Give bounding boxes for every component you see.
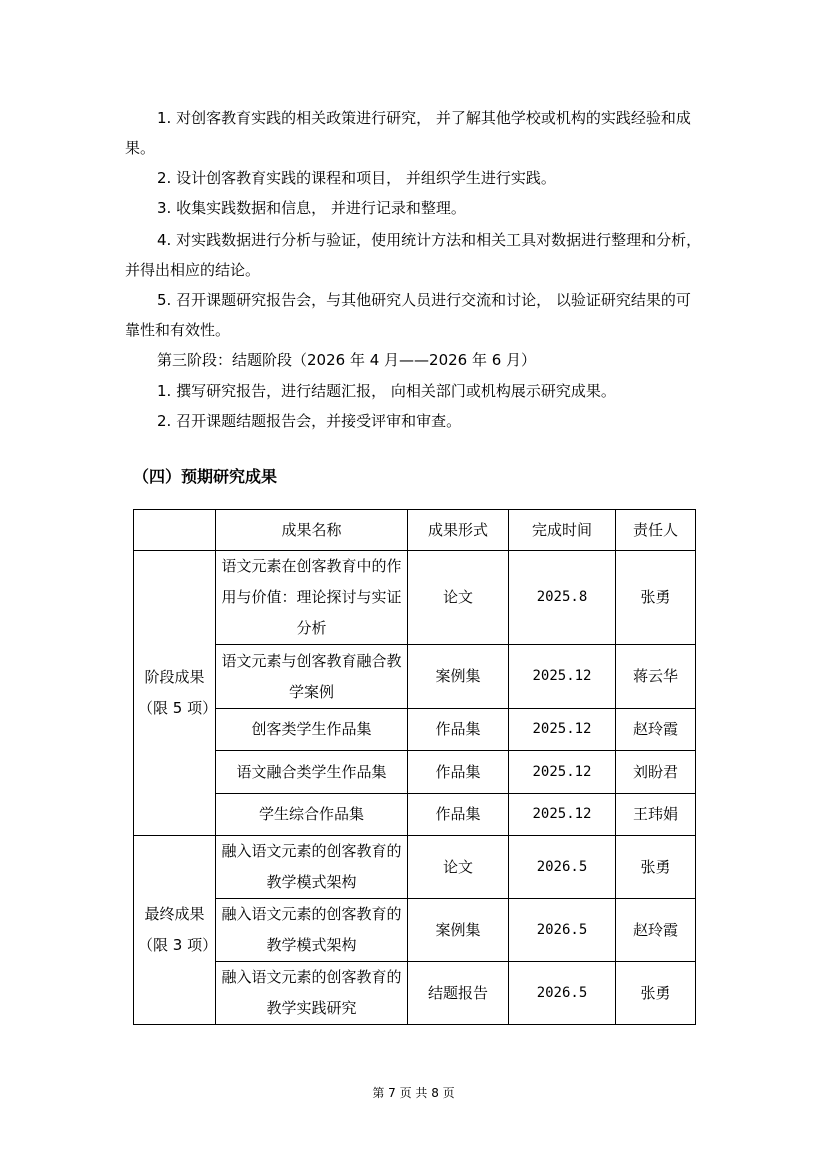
results-table — [133, 509, 696, 1025]
paragraph-policy-research: 1. 对创客教育实践的相关政策进行研究， 并了解其他学校或机构的实践经验和成果。 — [125, 109, 691, 157]
group-label-final: 最终成果（限 3 项） — [134, 836, 216, 1025]
table-header-cell: 完成时间 — [509, 510, 616, 551]
result-form: 案例集 — [408, 645, 509, 709]
paragraph-final-meeting: 2. 召开课题结题报告会，并接受评审和审查。 — [157, 412, 462, 430]
result-date: 2025.12 — [509, 794, 616, 836]
table-row — [134, 836, 696, 899]
table-row — [134, 645, 696, 709]
result-owner: 赵玲霞 — [616, 709, 696, 751]
result-owner: 刘盼君 — [616, 751, 696, 794]
table-row — [134, 551, 696, 645]
result-form: 论文 — [408, 836, 509, 899]
result-form: 作品集 — [408, 794, 509, 836]
section-heading: （四）预期研究成果 — [133, 467, 278, 486]
result-date: 2025.12 — [509, 709, 616, 751]
group-label-stage: 阶段成果（限 5 项） — [134, 551, 216, 836]
result-owner: 张勇 — [616, 836, 696, 899]
result-form: 作品集 — [408, 751, 509, 794]
result-name: 语文元素在创客教育中的作用与价值：理论探讨与实证分析 — [216, 551, 408, 645]
paragraph-write-report: 1. 撰写研究报告，进行结题汇报， 向相关部门或机构展示研究成果。 — [157, 382, 616, 400]
paragraph-course-design: 2. 设计创客教育实践的课程和项目， 并组织学生进行实践。 — [157, 169, 556, 187]
result-name: 学生综合作品集 — [216, 794, 408, 836]
result-form: 结题报告 — [408, 962, 509, 1025]
result-name: 融入语文元素的创客教育的教学模式架构 — [216, 899, 408, 962]
result-date: 2026.5 — [509, 899, 616, 962]
result-name: 融入语文元素的创客教育的教学模式架构 — [216, 836, 408, 899]
table-header-row — [134, 510, 696, 551]
table-row — [134, 794, 696, 836]
table-header-cell: 成果名称 — [216, 510, 408, 551]
result-date: 2025.8 — [509, 551, 616, 645]
table-header-cell — [134, 510, 216, 551]
result-form: 论文 — [408, 551, 509, 645]
table-row — [134, 899, 696, 962]
result-form: 案例集 — [408, 899, 509, 962]
paragraph-report-meeting: 5. 召开课题研究报告会，与其他研究人员进行交流和讨论， 以验证研究结果的可靠性和有效性。 — [125, 291, 691, 339]
paragraph-phase-three: 第三阶段：结题阶段（2026 年 4 月——2026 年 6 月） — [157, 351, 537, 369]
result-name: 融入语文元素的创客教育的教学实践研究 — [216, 962, 408, 1025]
paragraph-data-analysis: 4. 对实践数据进行分析与验证，使用统计方法和相关工具对数据进行整理和分析， 并得出相应的结论。 — [125, 231, 702, 279]
page-footer: 第 7 页 共 8 页 — [372, 1086, 455, 1100]
result-owner: 张勇 — [616, 551, 696, 645]
table-row — [134, 962, 696, 1025]
paragraph-data-collection: 3. 收集实践数据和信息， 并进行记录和整理。 — [157, 199, 466, 217]
result-name: 语文元素与创客教育融合教学案例 — [216, 645, 408, 709]
result-form: 作品集 — [408, 709, 509, 751]
result-name: 语文融合类学生作品集 — [216, 751, 408, 794]
result-date: 2025.12 — [509, 645, 616, 709]
result-date: 2026.5 — [509, 962, 616, 1025]
table-row — [134, 751, 696, 794]
table-row — [134, 709, 696, 751]
result-owner: 王玮娟 — [616, 794, 696, 836]
result-date: 2026.5 — [509, 836, 616, 899]
result-owner: 张勇 — [616, 962, 696, 1025]
result-name: 创客类学生作品集 — [216, 709, 408, 751]
table-header-cell: 责任人 — [616, 510, 696, 551]
result-date: 2025.12 — [509, 751, 616, 794]
result-owner: 蒋云华 — [616, 645, 696, 709]
table-header-cell: 成果形式 — [408, 510, 509, 551]
result-owner: 赵玲霞 — [616, 899, 696, 962]
